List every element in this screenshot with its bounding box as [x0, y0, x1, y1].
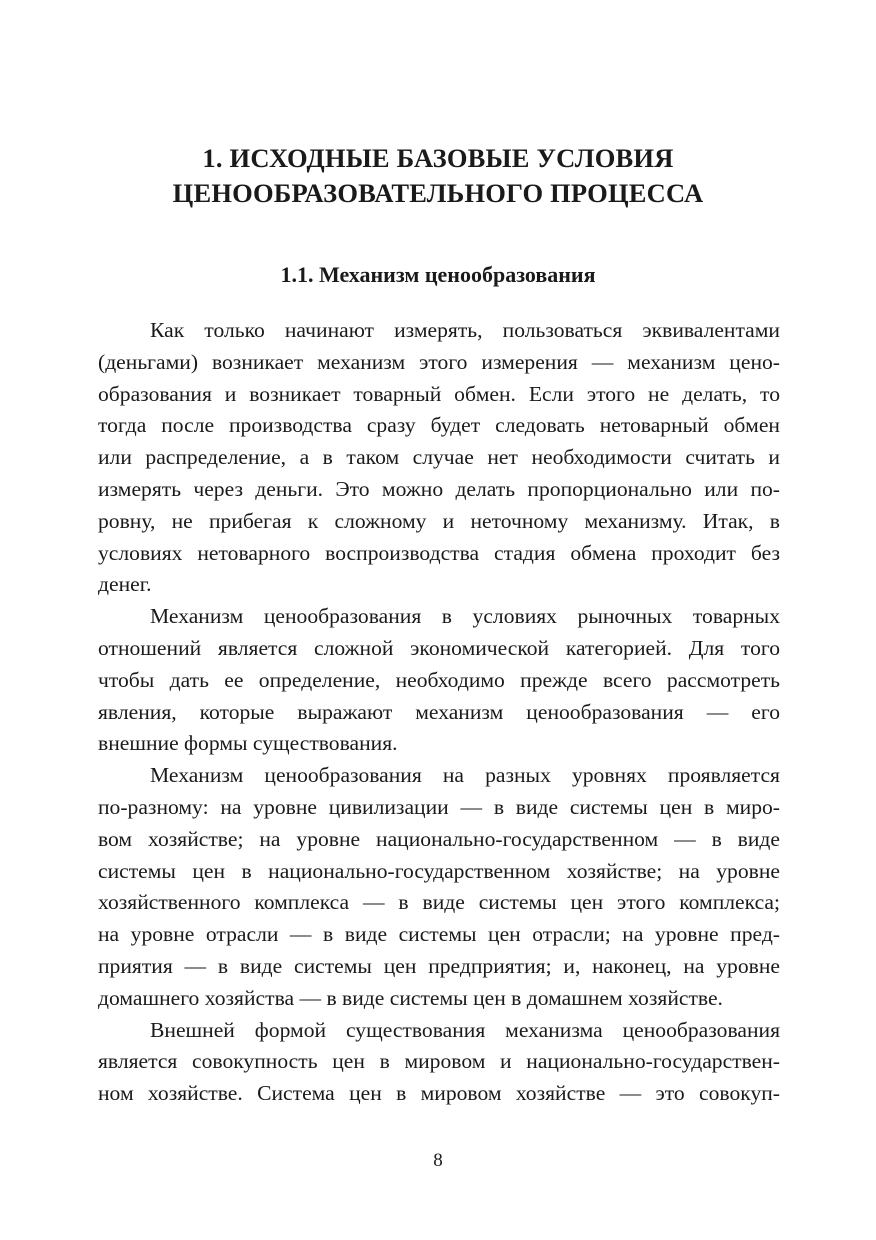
- section-title: 1.1. Механизм ценообразования: [280, 262, 596, 287]
- paragraph: [98, 760, 780, 1014]
- text-line: внешние формы существования.: [98, 731, 398, 756]
- paragraph: [98, 315, 780, 601]
- text-line: Механизм ценообразования на разных уровнях проявляется: [150, 763, 780, 788]
- text-line: чтобы дать ее определение, необходимо прежде всего рассмотреть: [98, 667, 780, 692]
- text-line: домашнего хозяйства — в виде системы цен в домашнем хозяйстве.: [98, 985, 723, 1010]
- page-number: 8: [433, 1150, 443, 1171]
- paragraph: [98, 601, 780, 760]
- paragraph: [98, 1015, 780, 1110]
- chapter-title-line: 1. ИСХОДНЫЕ БАЗОВЫЕ УСЛОВИЯ: [202, 143, 674, 173]
- text-line: образования и возникает товарный обмен. Если этого не делать, то: [98, 381, 780, 406]
- body-text: [98, 315, 780, 1110]
- text-line: денег.: [98, 572, 152, 597]
- text-line: Внешней формой существования механизма ценообразования: [150, 1017, 780, 1042]
- text-line: системы цен в национально-государственном хозяйстве; на уровне: [98, 858, 780, 883]
- text-line: условиях нетоварного воспроизводства стадия обмена проходит без: [98, 540, 780, 565]
- text-line: отношений является сложной экономической категорией. Для того: [98, 635, 780, 660]
- text-line: приятия — в виде системы цен предприятия; и, наконец, на уровне: [98, 953, 780, 978]
- text-line: тогда после производства сразу будет следовать нетоварный обмен: [98, 413, 780, 438]
- text-line: явления, которые выражают механизм ценообразования — его: [98, 699, 780, 724]
- text-line: ровну, не прибегая к сложному и неточному механизму. Итак, в: [98, 508, 780, 533]
- text-line: (деньгами) возникает механизм этого измерения — механизм цено-: [98, 349, 780, 374]
- text-line: хозяйственного комплекса — в виде системы цен этого комплекса;: [98, 890, 780, 915]
- text-line: является совокупность цен в мировом и национально-государствен-: [98, 1049, 780, 1074]
- text-line: вом хозяйстве; на уровне национально-государственном — в виде: [98, 826, 780, 851]
- text-line: или распределение, а в таком случае нет необходимости считать и: [98, 445, 780, 470]
- chapter-title: [0, 141, 876, 211]
- text-line: Как только начинают измерять, пользоваться эквивалентами: [150, 318, 780, 342]
- text-line: измерять через деньги. Это можно делать пропорционально или по-: [98, 476, 780, 501]
- text-line: на уровне отрасли — в виде системы цен отрасли; на уровне пред-: [98, 922, 780, 947]
- chapter-title-line: ЦЕНООБРАЗОВАТЕЛЬНОГО ПРОЦЕССА: [172, 178, 704, 208]
- text-line: по-разному: на уровне цивилизации — в виде системы цен в миро-: [98, 794, 780, 819]
- text-line: Механизм ценообразования в условиях рыночных товарных: [150, 604, 780, 629]
- text-line: ном хозяйстве. Система цен в мировом хозяйстве — это совокуп-: [98, 1081, 780, 1106]
